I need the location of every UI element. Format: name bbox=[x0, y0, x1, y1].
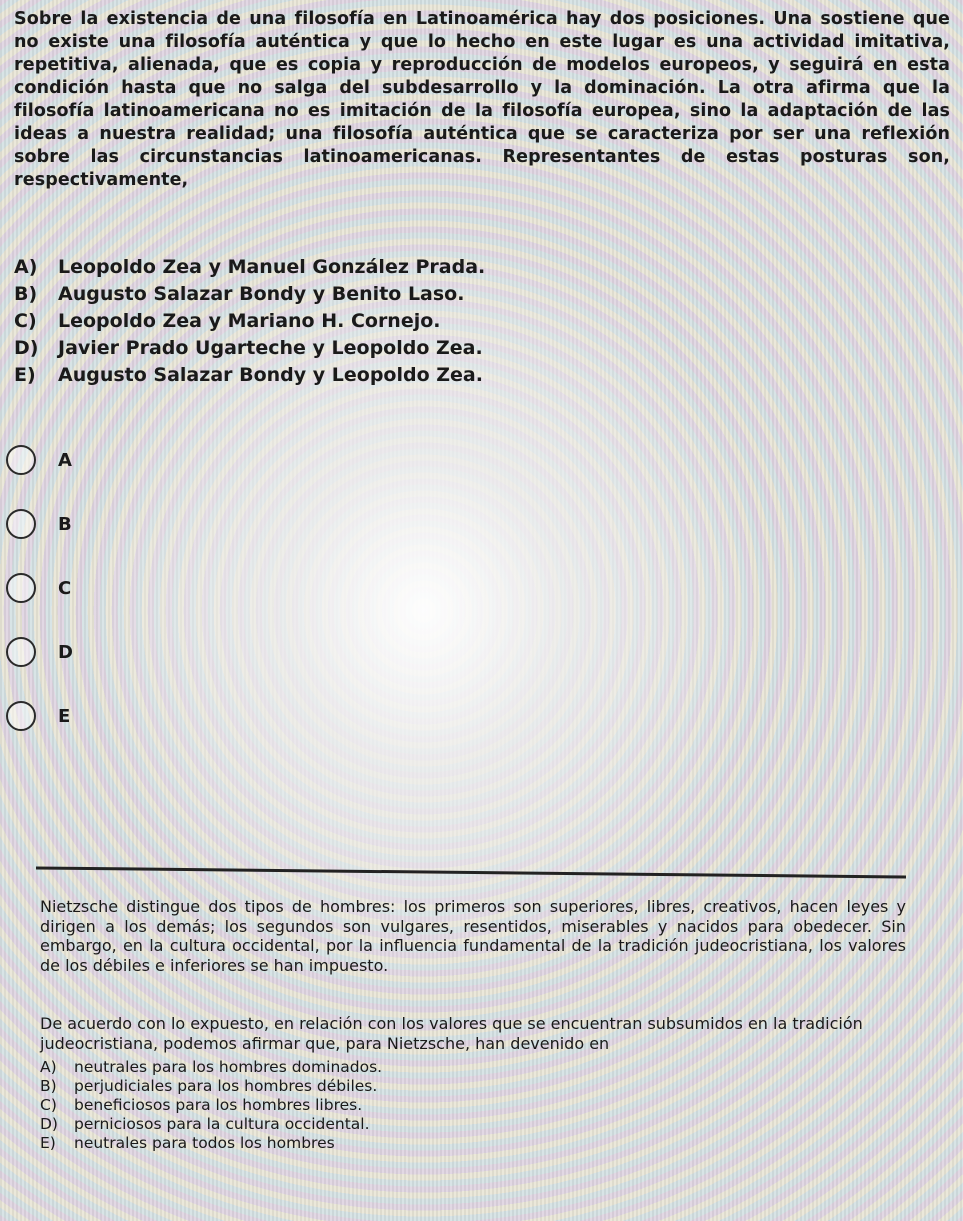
radio-button-a[interactable] bbox=[6, 445, 36, 475]
radio-choice-c[interactable] bbox=[6, 556, 73, 620]
question-1-text: Sobre la existencia de una filosofía en Latinoamérica hay dos posiciones. Una sostiene que no existe una filosofía auténtica y que lo hecho en este lugar es una actividad imitativa, repetitiva, alienada, que es copia y reproducción de modelos europeos, y seguirá en esta condición hasta que no salga del subdesarrollo y la dominación. La otra afirma que la filosofía latinoamericana no es imitación de la filosofía europea, sino la adaptación de las ideas a nuestra realidad; una filosofía auténtica que se caracteriza por ser una reflexión sobre las circunstancias latinoamericanas. Representantes de estas posturas son, respectivamente, bbox=[14, 9, 950, 190]
q1-option-e: E) Augusto Salazar Bondy y Leopoldo Zea. bbox=[14, 364, 483, 386]
radio-choice-e[interactable] bbox=[6, 684, 73, 748]
radio-choice-d[interactable] bbox=[6, 620, 73, 684]
radio-button-d[interactable] bbox=[6, 637, 36, 667]
q2-option-a: A) neutrales para los hombres dominados. bbox=[40, 1058, 383, 1076]
section-divider bbox=[36, 866, 906, 878]
radio-button-b[interactable] bbox=[6, 509, 36, 539]
q1-option-d: D) Javier Prado Ugarteche y Leopoldo Zea. bbox=[14, 337, 483, 359]
q2-option-b: B) perjudiciales para los hombres débiles. bbox=[40, 1077, 378, 1095]
q2-option-c: C) beneficiosos para los hombres libres. bbox=[40, 1096, 363, 1114]
radio-button-c[interactable] bbox=[6, 573, 36, 603]
question-2-prompt: De acuerdo con lo expuesto, en relación con los valores que se encuentran subsumidos en la tradición judeocristiana, podemos afirmar que, para Nietzsche, han devenido en bbox=[40, 1014, 863, 1053]
radio-button-e[interactable] bbox=[6, 701, 36, 731]
q2-option-d: D) perniciosos para la cultura occidental. bbox=[40, 1115, 370, 1133]
radio-label-d: D bbox=[58, 641, 73, 663]
q1-option-a: A) Leopoldo Zea y Manuel González Prada. bbox=[14, 256, 486, 278]
radio-label-a: A bbox=[58, 449, 72, 471]
radio-label-e: E bbox=[58, 705, 71, 727]
question-2-options bbox=[40, 1058, 382, 1153]
radio-choice-b[interactable] bbox=[6, 492, 73, 556]
radio-choice-a[interactable] bbox=[6, 428, 73, 492]
answer-radio-group bbox=[6, 428, 73, 748]
q2-option-e: E) neutrales para todos los hombres bbox=[40, 1134, 335, 1152]
question-1-options bbox=[14, 254, 485, 389]
question-2-text: Nietzsche distingue dos tipos de hombres: los primeros son superiores, libres, creativos, hacen leyes y dirigen a los demás; los segundos son vulgares, resentidos, miserables y nacidos para obedecer. Sin embargo, en la cultura occidental, por la influencia fundamental de la tradición judeocristiana, los valores de los débiles e inferiores se han impuesto. bbox=[40, 897, 906, 975]
radio-label-b: B bbox=[58, 513, 72, 535]
q1-option-b: B) Augusto Salazar Bondy y Benito Laso. bbox=[14, 283, 465, 305]
q1-option-c: C) Leopoldo Zea y Mariano H. Cornejo. bbox=[14, 310, 441, 332]
radio-label-c: C bbox=[58, 577, 72, 599]
